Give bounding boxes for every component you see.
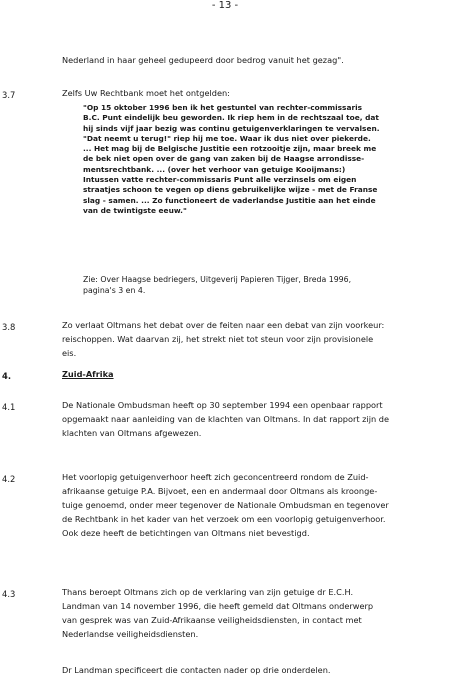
text-line: Ook deze heeft de betichtingen van Oltmans niet bevestigd.	[62, 528, 310, 538]
section-number-3-7: 3.7	[2, 90, 16, 100]
section-number-4: 4.	[2, 371, 12, 381]
section-3-7-source	[83, 274, 445, 296]
section-3-7-quote	[83, 103, 445, 216]
page-number: - 13 -	[211, 0, 239, 11]
quote-line: mentsrechtbank. ... (over het verhoor van getuige Kooijmans:)	[83, 164, 346, 174]
quote-line: hij sinds vijf jaar bezig was continu getuigenverklaringen te vervalsen.	[83, 123, 380, 133]
section-4-heading: Zuid-Afrika	[62, 369, 114, 379]
quote-line: Intussen vatte rechter-commissaris Punt alle verzinsels om eigen	[83, 175, 357, 185]
text-line: tuige genoemd, onder meer tegenover de Nationale Ombudsman en tegenover	[62, 500, 389, 510]
section-number-3-8: 3.8	[2, 322, 16, 332]
section-number-4-3: 4.3	[2, 589, 16, 599]
lead-line: Nederland in haar geheel gedupeerd door bedrog vanuit het gezag".	[62, 55, 344, 65]
text-line: Nederlandse veiligheidsdiensten.	[62, 629, 199, 639]
section-3-7-intro: Zelfs Uw Rechtbank moet het ontgelden:	[62, 88, 230, 98]
quote-line: ... Het mag bij de Belgische Justitie een rotzooitje zijn, maar breek me	[83, 144, 377, 154]
section-3-8-text	[62, 318, 446, 360]
source-line: pagina's 3 en 4.	[83, 286, 146, 295]
text-line: de Rechtbank in het kader van het verzoek om een voorlopig getuigenverhoor.	[62, 514, 386, 524]
section-4-3-last-line: Dr Landman specificeert die contacten nader op drie onderdelen.	[62, 665, 331, 675]
quote-line: "Dat neemt u terug!" riep hij me toe. Waar ik dus niet over piekerde.	[83, 133, 371, 143]
text-line: Zo verlaat Oltmans het debat over de feiten naar een debat van zijn voorkeur:	[62, 320, 385, 330]
text-line: klachten van Oltmans afgewezen.	[62, 428, 202, 438]
section-4-2-text	[62, 470, 446, 540]
section-number-4-2: 4.2	[2, 474, 16, 484]
text-line: afrikaanse getuige P.A. Bijvoet, een en andermaal door Oltmans als kroonge-	[62, 486, 378, 496]
text-line: eis.	[62, 348, 77, 358]
section-4-1-text	[62, 398, 446, 440]
quote-line: "Op 15 oktober 1996 ben ik het gestuntel van rechter-commissaris	[83, 103, 363, 112]
quote-line: van de twintigste eeuw."	[83, 205, 187, 215]
quote-line: B.C. Punt eindelijk beu geworden. Ik riep hem in de rechtszaal toe, dat	[83, 113, 379, 123]
section-number-4-1: 4.1	[2, 402, 16, 412]
text-line: Thans beroept Oltmans zich op de verklaring van zijn getuige dr E.C.H.	[62, 587, 354, 597]
text-line: De Nationale Ombudsman heeft op 30 september 1994 een openbaar rapport	[62, 400, 383, 410]
quote-line: straatjes schoon te vegen op diens gebruikelijke wijze - met de Franse	[83, 185, 378, 195]
quote-line: slag - samen. ... Zo functioneert de vaderlandse Justitie aan het einde	[83, 195, 376, 205]
text-line: van gesprek was van Zuid-Afrikaanse veiligheidsdiensten, in contact met	[62, 615, 362, 625]
text-line: opgemaakt naar aanleiding van de klachten van Oltmans. In dat rapport zijn de	[62, 414, 390, 424]
section-4-3-text	[62, 585, 446, 641]
quote-line: de bek niet open over de gang van zaken bij de Haagse arrondisse-	[83, 154, 365, 164]
source-line: Zie: Over Haagse bedriegers, Uitgeverij Papieren Tijger, Breda 1996,	[83, 275, 352, 284]
text-line: Het voorlopig getuigenverhoor heeft zich geconcentreerd rondom de Zuid-	[62, 472, 369, 482]
text-line: reischoppen. Wat daarvan zij, het strekt niet tot steun voor zijn provisionele	[62, 334, 374, 344]
text-line: Landman van 14 november 1996, die heeft gemeld dat Oltmans onderwerp	[62, 601, 374, 611]
